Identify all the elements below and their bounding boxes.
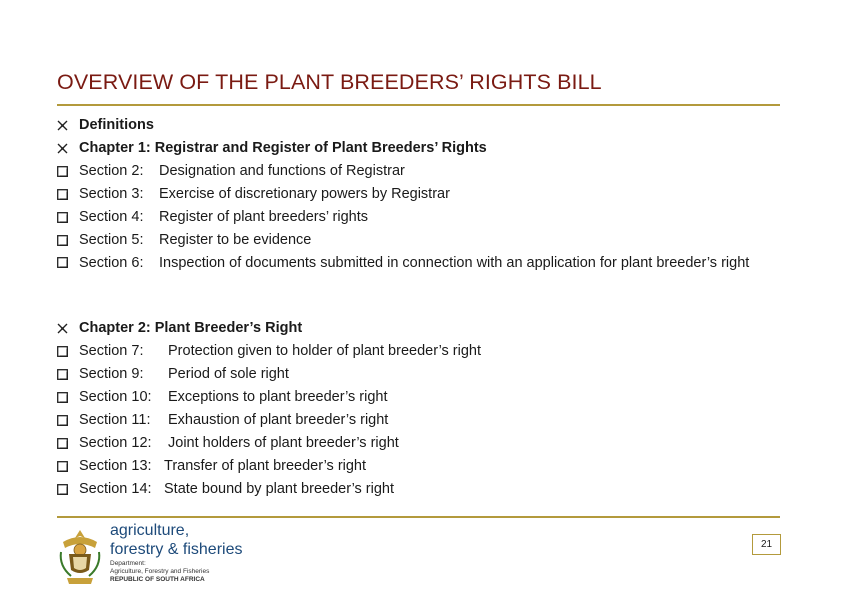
department-subtitle-line2: Agriculture, Forestry and Fisheries: [110, 568, 210, 575]
section-number: Section 14:: [79, 481, 152, 497]
diamond-bullet-icon: [57, 120, 68, 131]
section-text: Transfer of plant breeder’s right: [164, 458, 367, 474]
checkbox-bullet-icon: [57, 461, 68, 472]
checkbox-bullet-icon: [57, 235, 68, 246]
department-name-line1: agriculture,: [110, 522, 190, 539]
section-number: Section 6:: [79, 255, 144, 271]
section-number: Section 12:: [79, 435, 152, 451]
department-subtitle-line1: Department:: [110, 560, 146, 567]
section-list-chapter2: [57, 317, 787, 501]
department-name-line2: forestry & fisheries: [110, 541, 243, 558]
checkbox-bullet-icon: [57, 166, 68, 177]
section-text: Register to be evidence: [159, 232, 312, 248]
checkbox-bullet-icon: [57, 189, 68, 200]
checkbox-bullet-icon: [57, 212, 68, 223]
checkbox-bullet-icon: [57, 257, 68, 268]
list-item: [57, 206, 787, 229]
section-number: Section 7:: [79, 343, 144, 359]
section-text: Inspection of documents submitted in connection with an application for plant breeder’s right: [159, 255, 750, 271]
section-number: Section 5:: [79, 232, 144, 248]
section-text: Period of sole right: [168, 366, 289, 382]
list-item: [57, 386, 787, 409]
diamond-bullet-icon: [57, 323, 68, 334]
section-text: Exceptions to plant breeder’s right: [168, 389, 388, 405]
list-item: [57, 252, 779, 274]
slide-title: OVERVIEW OF THE PLANT BREEDERS’ RIGHTS BILL: [57, 70, 602, 94]
chapter1-heading: Chapter 1: Registrar and Register of Plant Breeders’ Rights: [79, 140, 487, 156]
checkbox-bullet-icon: [57, 392, 68, 403]
list-item: [57, 455, 787, 478]
coat-of-arms-icon: [55, 524, 105, 586]
department-subtitle: [110, 560, 209, 584]
list-item: [57, 114, 787, 137]
section-number: Section 11:: [79, 412, 151, 428]
section-number: Section 2:: [79, 163, 144, 179]
section-number: Section 10:: [79, 389, 152, 405]
section-text: Register of plant breeders’ rights: [159, 209, 369, 225]
checkbox-bullet-icon: [57, 438, 68, 449]
list-item: [57, 478, 787, 501]
chapter2-heading: Chapter 2: Plant Breeder’s Right: [79, 320, 303, 336]
section-number: Section 9:: [79, 366, 144, 382]
list-item: [57, 160, 787, 183]
section-text: Exercise of discretionary powers by Registrar: [159, 186, 450, 202]
list-item: [57, 229, 787, 252]
section-list-chapter1: [57, 114, 787, 274]
diamond-bullet-icon: [57, 143, 68, 154]
list-item: [57, 317, 787, 340]
list-item: [57, 363, 787, 386]
department-subtitle-line3: REPUBLIC OF SOUTH AFRICA: [110, 576, 205, 583]
footer-divider: [57, 516, 780, 518]
list-item: [57, 137, 787, 160]
list-item: [57, 409, 787, 432]
list-item: [57, 183, 787, 206]
section-text: Exhaustion of plant breeder’s right: [168, 412, 389, 428]
list-item: [57, 340, 787, 363]
checkbox-bullet-icon: [57, 484, 68, 495]
section-text: Protection given to holder of plant breeder’s right: [168, 343, 482, 359]
section-text: State bound by plant breeder’s right: [164, 481, 395, 497]
section-text: Designation and functions of Registrar: [159, 163, 405, 179]
definitions-label: Definitions: [79, 117, 154, 133]
department-name: [110, 521, 242, 559]
list-item: [57, 432, 787, 455]
checkbox-bullet-icon: [57, 415, 68, 426]
section-number: Section 3:: [79, 186, 144, 202]
section-number: Section 4:: [79, 209, 144, 225]
section-number: Section 13:: [79, 458, 152, 474]
checkbox-bullet-icon: [57, 346, 68, 357]
page-number: 21: [752, 534, 781, 555]
title-divider: [57, 104, 780, 106]
checkbox-bullet-icon: [57, 369, 68, 380]
section-text: Joint holders of plant breeder’s right: [168, 435, 399, 451]
